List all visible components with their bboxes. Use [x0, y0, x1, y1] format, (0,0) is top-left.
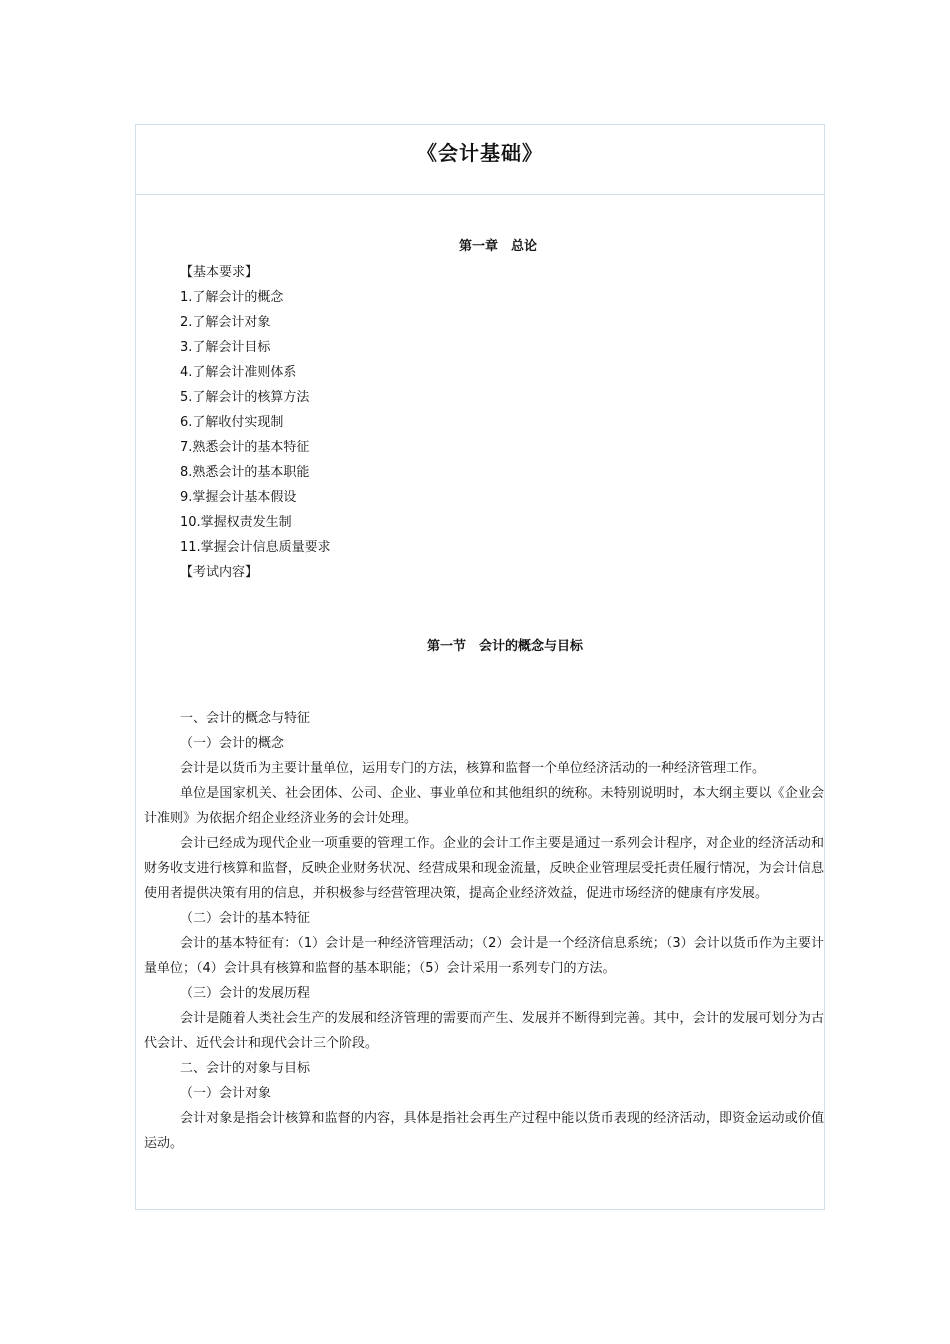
requirement-item: 7.熟悉会计的基本特征 [180, 440, 310, 455]
requirement-item: 11.掌握会计信息质量要求 [180, 540, 331, 555]
heading-level-2: （二）会计的基本特征 [180, 911, 311, 926]
requirement-item: 9.掌握会计基本假设 [180, 490, 297, 505]
paragraph: 会计是以货币为主要计量单位，运用专门的方法，核算和监督一个单位经济活动的一种经济管理工作。 [180, 761, 766, 776]
requirement-item: 5.了解会计的核算方法 [180, 390, 310, 405]
requirement-item: 2.了解会计对象 [180, 315, 271, 330]
requirements-heading: 【基本要求】 [180, 265, 259, 280]
paragraph: 会计已经成为现代企业一项重要的管理工作。企业的会计工作主要是通过一系列会计程序，对企业的经济活动和财务收支进行核算和监督，反映企业财务状况、经营成果和现金流量，反映企业管理层受托责任履行情况，为会计信息使用者提供决策有用的信息，并积极参与经营管理决策，提高企业经济效益，促进市场经济的健康有序发展。 [144, 836, 824, 901]
heading-level-2: （一）会计对象 [180, 1086, 272, 1101]
paragraph: 单位是国家机关、社会团体、公司、企业、事业单位和其他组织的统称。未特别说明时，本大纲主要以《企业会计准则》为依据介绍企业经济业务的会计处理。 [144, 786, 824, 826]
heading-level-1: 二、会计的对象与目标 [180, 1061, 311, 1076]
requirement-item: 10.掌握权责发生制 [180, 515, 292, 530]
section-title: 第一节 会计的概念与目标 [426, 639, 583, 654]
heading-level-2: （三）会计的发展历程 [180, 986, 311, 1001]
document-frame [135, 124, 825, 1210]
section-content [144, 706, 824, 1156]
paragraph: 会计对象是指会计核算和监督的内容，具体是指社会再生产过程中能以货币表现的经济活动，即资金运动或价值运动。 [144, 1111, 824, 1151]
document-title: 《会计基础》 [417, 141, 543, 165]
heading-level-1: 一、会计的概念与特征 [180, 711, 311, 726]
requirement-item: 4.了解会计准则体系 [180, 365, 297, 380]
chapter-title: 第一章 总论 [458, 239, 537, 254]
title-cell [136, 125, 824, 195]
paragraph: 会计的基本特征有：（1）会计是一种经济管理活动；（2）会计是一个经济信息系统；（3）会计以货币作为主要计量单位；（4）会计具有核算和监督的基本职能；（5）会计采用一系列专门的方法。 [144, 936, 824, 976]
basic-requirements [180, 260, 331, 585]
requirement-item: 1.了解会计的概念 [180, 290, 284, 305]
requirement-item: 8.熟悉会计的基本职能 [180, 465, 310, 480]
paragraph: 会计是随着人类社会生产的发展和经济管理的需要而产生、发展并不断得到完善。其中，会计的发展可划分为古代会计、近代会计和现代会计三个阶段。 [144, 1011, 824, 1051]
requirement-item: 3.了解会计目标 [180, 340, 271, 355]
requirement-item: 6.了解收付实现制 [180, 415, 284, 430]
exam-content-heading: 【考试内容】 [180, 565, 259, 580]
heading-level-2: （一）会计的概念 [180, 736, 285, 751]
